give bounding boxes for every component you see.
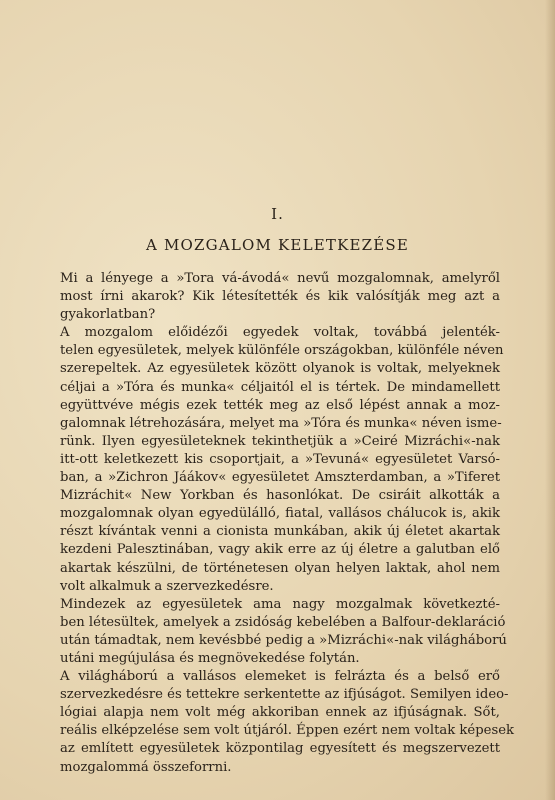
text-line: céljai a »Tóra és munka« céljaitól el is tértek. De mindamellett bbox=[60, 379, 500, 395]
page-edge-shadow bbox=[545, 0, 555, 800]
text-line: részt kívántak venni a cionista munkában, akik új életet akartak bbox=[60, 524, 500, 540]
text-line: Mindezek az egyesületek ama nagy mozgalmak következté- bbox=[60, 596, 500, 612]
text-line: gyakorlatban? bbox=[60, 307, 156, 323]
chapter-title: A MOZGALOM KELETKEZÉSE bbox=[145, 236, 410, 254]
text-line: itt-ott keletkezett kis csoportjait, a »Tevuná« egyesületet Varsó- bbox=[60, 451, 500, 467]
text-line: A világháború a vallásos elemeket is felrázta és a belső erő bbox=[60, 669, 500, 685]
text-line: reális elképzelése sem volt útjáról. Éppen ezért nem voltak képesek bbox=[60, 723, 515, 739]
text-line: Mizráchit« New Yorkban és hasonlókat. De csiráit alkották a bbox=[60, 488, 500, 504]
text-line: ban, a »Zichron Jáákov« egyesületet Amszterdamban, a »Tiferet bbox=[60, 470, 500, 486]
paragraph bbox=[60, 668, 515, 777]
text-line: ben létesültek, amelyek a zsidóság kebelében a Balfour-deklaráció bbox=[60, 614, 506, 630]
text-line: galomnak létrehozására, melyet ma »Tóra és munka« néven isme- bbox=[60, 415, 502, 431]
paragraph bbox=[60, 270, 500, 324]
text-line: telen egyesületek, melyek különféle országokban, különféle néven bbox=[60, 343, 504, 359]
chapter-number: I. bbox=[271, 205, 284, 223]
text-line: szervezkedésre és tettekre serkentette az ifjúságot. Semilyen ideo- bbox=[60, 687, 509, 703]
paragraph bbox=[60, 324, 504, 595]
text-line: rünk. Ilyen egyesületeknek tekinthetjük a »Ceiré Mizráchi«-nak bbox=[60, 433, 500, 449]
text-line: volt alkalmuk a szervezkedésre. bbox=[60, 578, 274, 594]
text-line: együttvéve mégis ezek tették meg az első lépést annak a moz- bbox=[60, 397, 500, 413]
text-line: kezdeni Palesztinában, vagy akik erre az új életre a galutban elő bbox=[60, 542, 500, 558]
text-line: lógiai alapja nem volt még akkoriban ennek az ifjúságnak. Sőt, bbox=[60, 705, 500, 721]
body-text bbox=[60, 270, 515, 777]
text-line: Mi a lényege a »Tora vá-ávodá« nevű mozgalomnak, amelyről bbox=[60, 271, 500, 286]
text-line: mozgalomnak olyan egyedülálló, fiatal, vallásos chálucok is, akik bbox=[60, 506, 500, 522]
paragraph bbox=[60, 596, 507, 668]
text-line: az említett egyesületek központilag egyesített és megszervezett bbox=[60, 741, 500, 757]
text-line: után támadtak, nem kevésbbé pedig a »Mizráchi«-nak világháború bbox=[60, 632, 507, 648]
text-line: most írni akarok? Kik létesítették és kik valósítják meg azt a bbox=[60, 289, 500, 305]
text-line: utáni megújulása és megnövekedése folytán. bbox=[60, 650, 360, 666]
text-line: akartak készülni, de történetesen olyan helyen laktak, ahol nem bbox=[60, 560, 500, 576]
text-line: szerepeltek. Az egyesületek között olyanok is voltak, melyeknek bbox=[60, 361, 500, 377]
text-line: A mozgalom előidézői egyedek voltak, továbbá jelenték- bbox=[60, 325, 500, 341]
text-line: mozgalommá összeforrni. bbox=[60, 759, 232, 775]
